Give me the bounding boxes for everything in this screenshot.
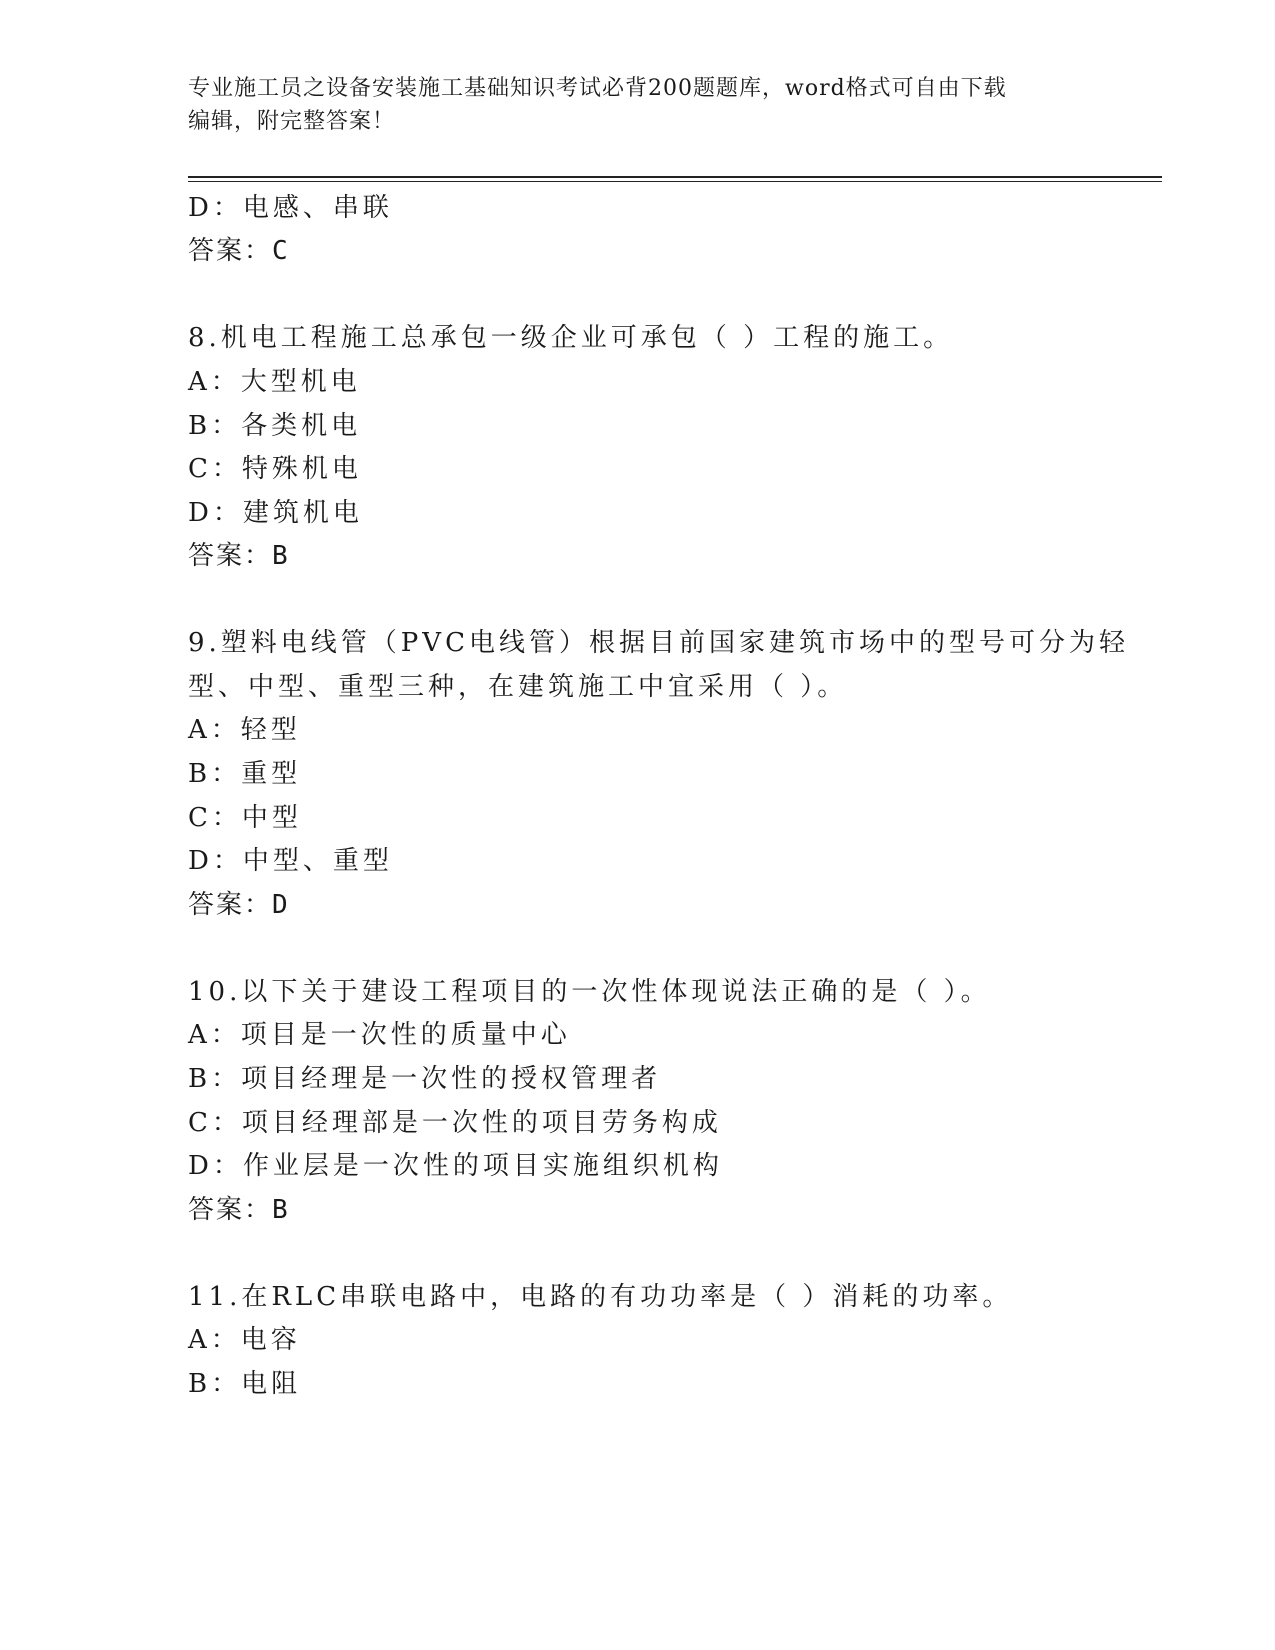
- option-a: A：轻型: [188, 715, 301, 745]
- document-header: [188, 72, 1088, 138]
- question-8: 8.机电工程施工总承包一级企业可承包（ ）工程的施工。: [188, 323, 954, 353]
- answer-line: 答案：B: [188, 541, 290, 571]
- question-9: 9.塑料电线管（PVC电线管）根据目前国家建筑市场中的型号可分为轻: [188, 628, 1129, 658]
- option-d: D：建筑机电: [188, 498, 363, 528]
- question-9-continued: 型、中型、重型三种，在建筑施工中宜采用（ ）。: [188, 672, 848, 702]
- question-11: 11.在RLC串联电路中，电路的有功功率是（ ）消耗的功率。: [188, 1282, 1013, 1312]
- option-d: D：电感、串联: [188, 193, 393, 223]
- option-a: A：电容: [188, 1325, 301, 1355]
- option-d: D：中型、重型: [188, 846, 393, 876]
- header-rule-thin: [188, 181, 1162, 182]
- option-a: A：项目是一次性的质量中心: [188, 1020, 571, 1050]
- answer-line: 答案：B: [188, 1195, 290, 1225]
- option-c: C：中型: [188, 803, 302, 833]
- question-10: 10.以下关于建设工程项目的一次性体现说法正确的是（ ）。: [188, 977, 991, 1007]
- option-b: B：项目经理是一次性的授权管理者: [188, 1064, 662, 1094]
- answer-line: 答案：C: [188, 236, 290, 266]
- option-b: B：各类机电: [188, 411, 362, 441]
- option-d: D：作业层是一次性的项目实施组织机构: [188, 1151, 723, 1181]
- answer-line: 答案：D: [188, 890, 290, 920]
- document-title-line-1: 专业施工员之设备安装施工基础知识考试必背200题题库，word格式可自由下载: [188, 76, 1007, 101]
- header-rule-thick: [188, 176, 1162, 178]
- option-c: C：项目经理部是一次性的项目劳务构成: [188, 1108, 722, 1138]
- option-b: B：电阻: [188, 1369, 302, 1399]
- option-a: A：大型机电: [188, 367, 361, 397]
- option-c: C：特殊机电: [188, 454, 362, 484]
- document-title-line-2: 编辑，附完整答案！: [188, 109, 396, 134]
- option-b: B：重型: [188, 759, 302, 789]
